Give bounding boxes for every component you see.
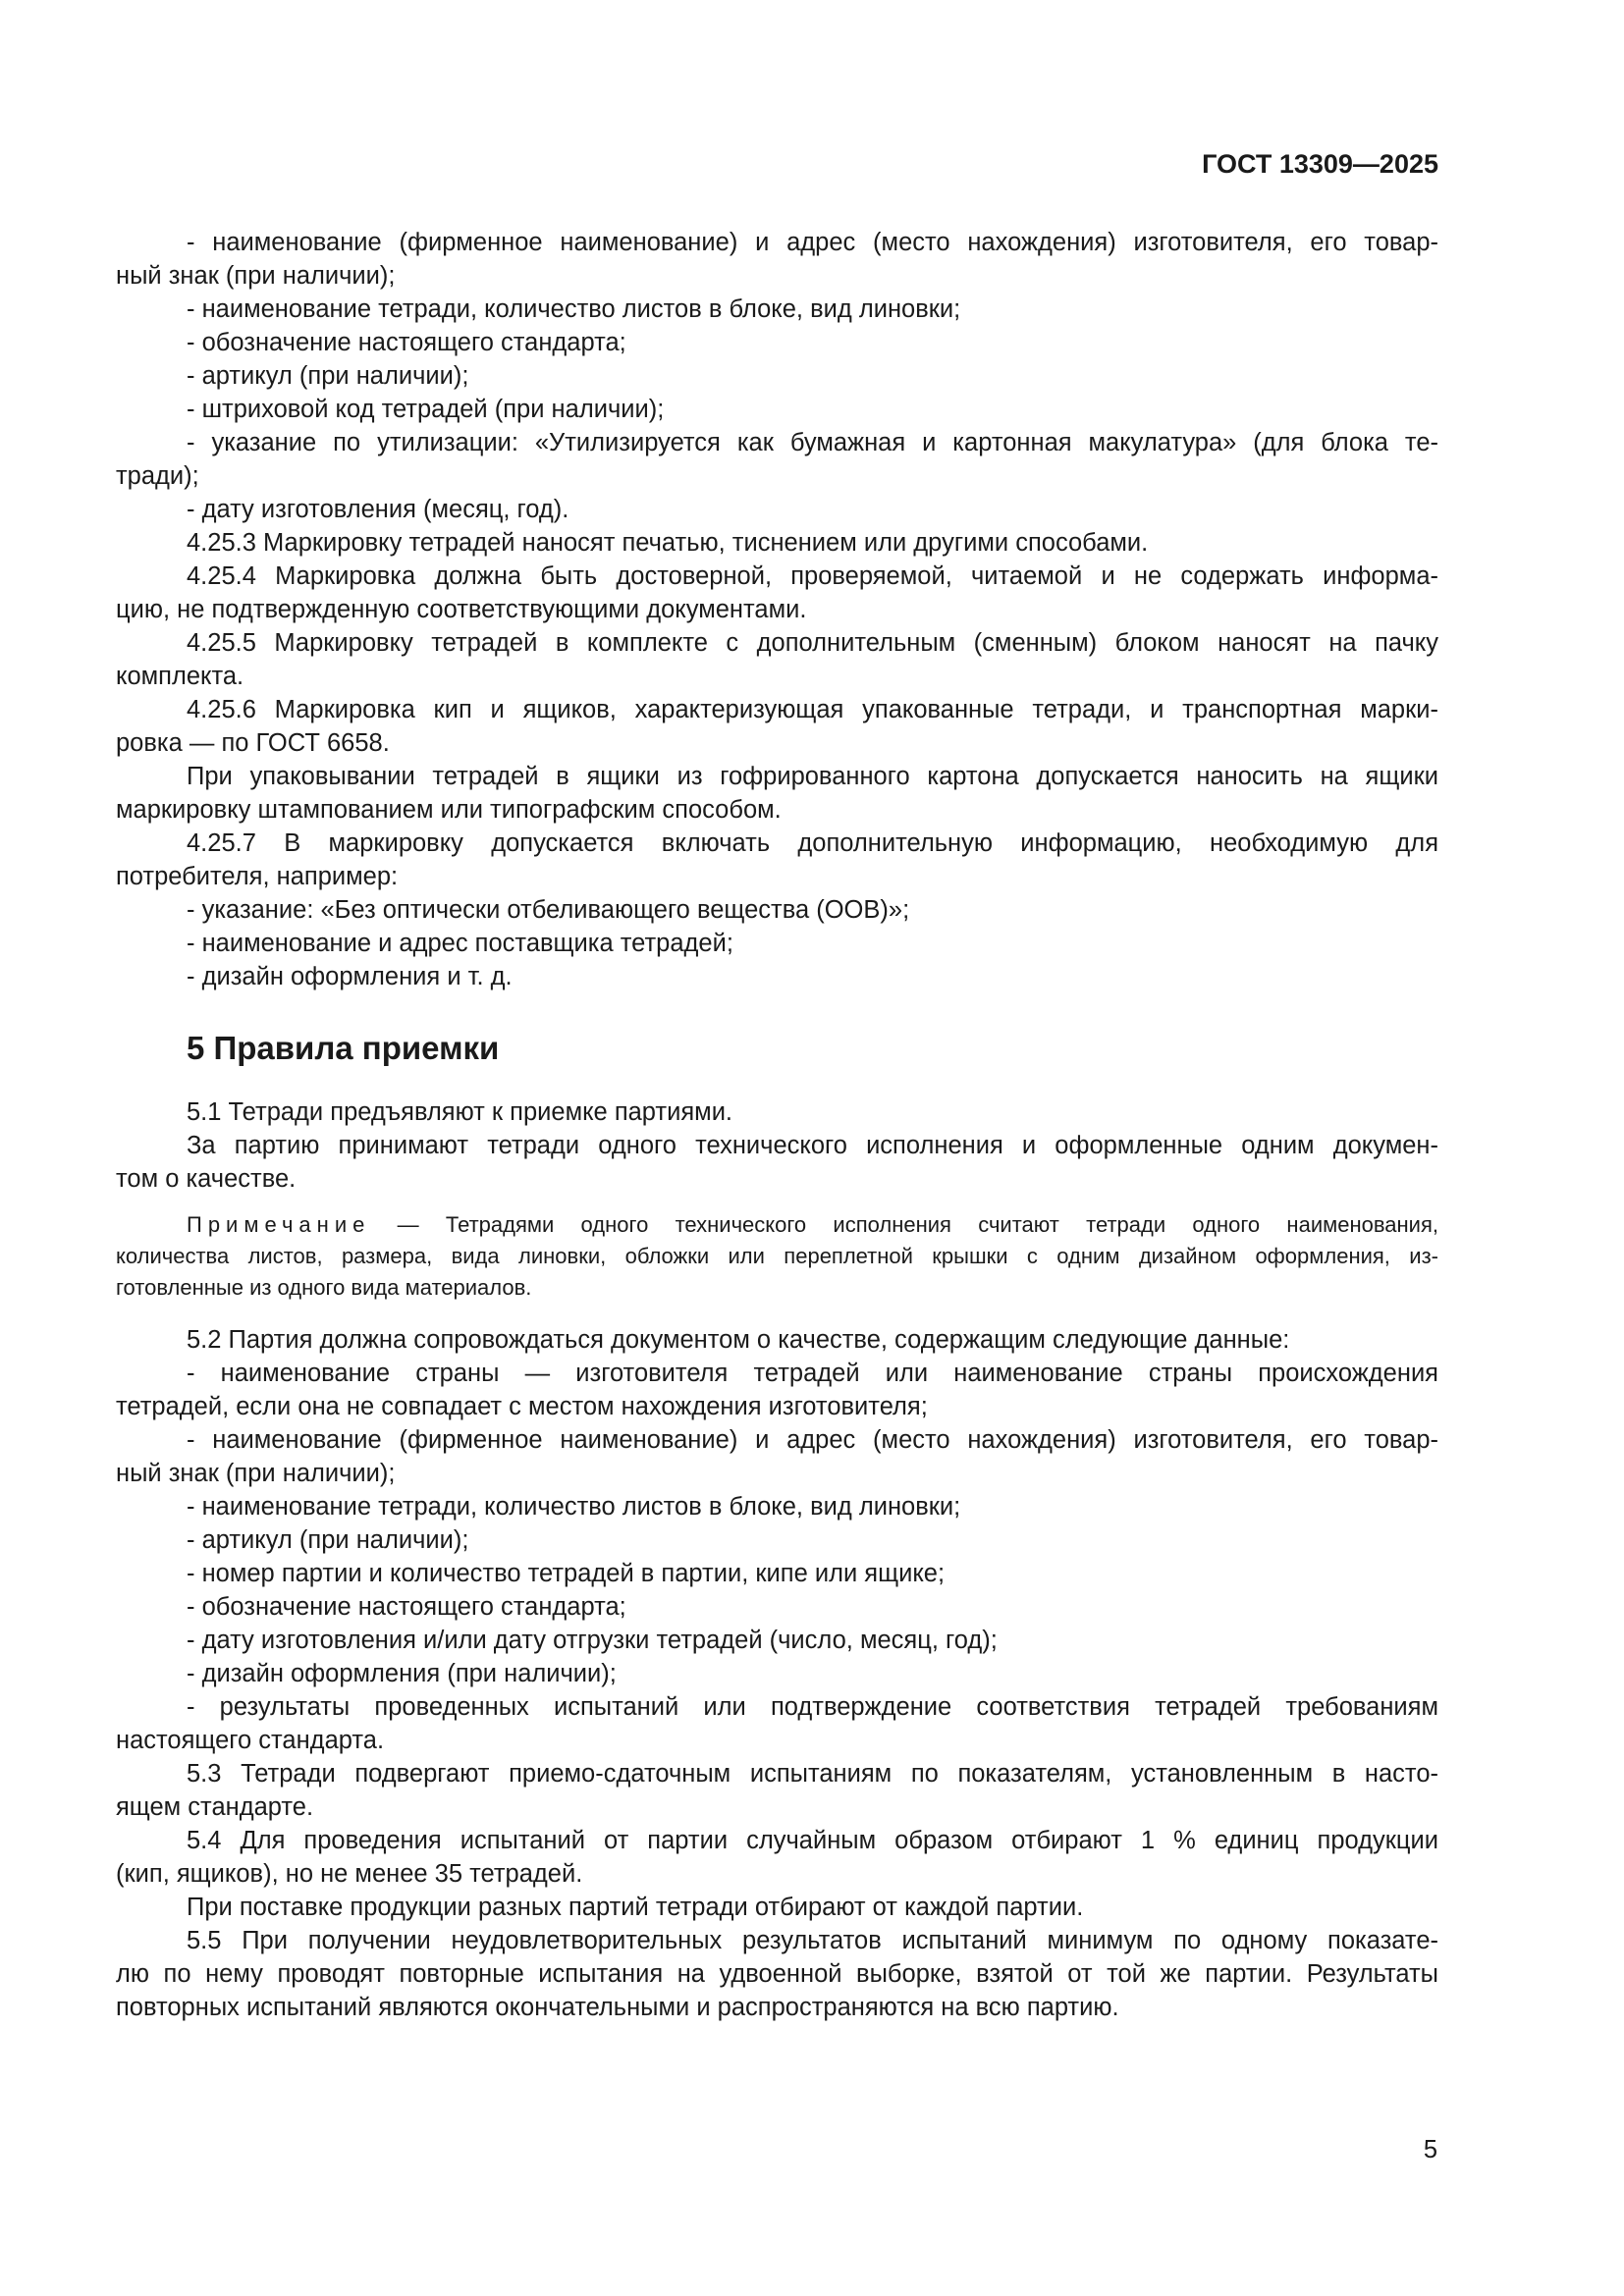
- list-item-text: тради);: [116, 462, 199, 490]
- document-code: ГОСТ 13309—2025: [1202, 149, 1438, 179]
- list-item-text: - указание: «Без оптически отбеливающего вещества (ООВ)»;: [187, 896, 910, 924]
- note-label: Примечание: [187, 1212, 371, 1237]
- paragraph-packing-cont: маркировку штампованием или типографским способом.: [116, 796, 782, 824]
- list-item-text: - артикул (при наличии);: [187, 1526, 469, 1554]
- list-item-text: - дату изготовления (месяц, год).: [187, 496, 569, 523]
- paragraph-5-3: 5.3 Тетради подвергают приемо-сдаточным испытаниям по показателям, установленным в насто-: [187, 1760, 1438, 1788]
- paragraph-4-25-6-cont: ровка — по ГОСТ 6658.: [116, 729, 390, 757]
- note-text: — Тетрадями одного технического исполнения считают тетради одного наименования,: [370, 1212, 1438, 1237]
- paragraph-5-1-c: том о качестве.: [116, 1165, 297, 1193]
- note-line: количества листов, размера, вида линовки, обложки или переплетной крышки с одним дизайном оформления, из-: [116, 1244, 1438, 1268]
- paragraph-5-1-b: За партию принимают тетради одного технического исполнения и оформленные одним докумен-: [187, 1132, 1438, 1159]
- list-item-text: - результаты проведенных испытаний или подтверждение соответствия тетрадей требованиям: [187, 1693, 1438, 1721]
- paragraph-packing: При упаковывании тетрадей в ящики из гофрированного картона допускается наносить на ящики: [187, 763, 1438, 790]
- list-item-text: - указание по утилизации: «Утилизируется как бумажная и картонная макулатура» (для блока те-: [187, 429, 1438, 456]
- list-item-text: - обозначение настоящего стандарта;: [187, 329, 626, 356]
- list-item-text: - наименование (фирменное наименование) и адрес (место нахождения) изготовителя, его товар-: [187, 229, 1438, 256]
- paragraph-5-3-cont: ящем стандарте.: [116, 1793, 314, 1821]
- paragraph-5-4: 5.4 Для проведения испытаний от партии случайным образом отбирают 1 % единиц продукции: [187, 1827, 1438, 1854]
- list-item-text: - наименование тетради, количество листов в блоке, вид линовки;: [187, 295, 961, 323]
- list-item-text: - дату изготовления и/или дату отгрузки тетрадей (число, месяц, год);: [187, 1627, 998, 1654]
- note-line: готовленные из одного вида материалов.: [116, 1275, 532, 1300]
- paragraph-4-25-5-cont: комплекта.: [116, 663, 244, 690]
- paragraph-4-25-7: 4.25.7 В маркировку допускается включать дополнительную информацию, необходимую для: [187, 829, 1438, 857]
- list-item-text: - наименование тетради, количество листов в блоке, вид линовки;: [187, 1493, 961, 1521]
- paragraph-4-25-4-cont: цию, не подтвержденную соответствующими документами.: [116, 596, 807, 623]
- list-item-text: - дизайн оформления (при наличии);: [187, 1660, 617, 1687]
- paragraph-5-5: 5.5 При получении неудовлетворительных результатов испытаний минимум по одному показате-: [187, 1927, 1438, 1954]
- list-item-text: настоящего стандарта.: [116, 1727, 385, 1754]
- paragraph-5-1: 5.1 Тетради предъявляют к приемке партиями.: [187, 1098, 733, 1126]
- list-item-text: - наименование и адрес поставщика тетрадей;: [187, 930, 733, 957]
- list-item-text: - дизайн оформления и т. д.: [187, 963, 513, 990]
- list-item-text: - наименование (фирменное наименование) и адрес (место нахождения) изготовителя, его товар-: [187, 1426, 1438, 1454]
- paragraph-5-2: 5.2 Партия должна сопровождаться документом о качестве, содержащим следующие данные:: [187, 1326, 1290, 1354]
- page-number: 5: [1423, 2136, 1437, 2163]
- list-item-text: ный знак (при наличии);: [116, 262, 396, 290]
- list-item-text: тетрадей, если она не совпадает с местом нахождения изготовителя;: [116, 1393, 928, 1420]
- paragraph-4-25-5: 4.25.5 Маркировку тетрадей в комплекте с дополнительным (сменным) блоком наносят на пачку: [187, 629, 1438, 657]
- paragraph-4-25-3: 4.25.3 Маркировку тетрадей наносят печатью, тиснением или другими способами.: [187, 529, 1149, 557]
- paragraph-4-25-7-cont: потребителя, например:: [116, 863, 399, 890]
- section-heading: 5 Правила приемки: [187, 1030, 500, 1066]
- list-item-text: - артикул (при наличии);: [187, 362, 469, 390]
- note-line: [187, 1209, 1438, 1241]
- paragraph-4-25-4: 4.25.4 Маркировка должна быть достоверной, проверяемой, читаемой и не содержать информа-: [187, 562, 1438, 590]
- list-item-text: - номер партии и количество тетрадей в партии, кипе или ящике;: [187, 1560, 946, 1587]
- paragraph-5-4-cont: (кип, ящиков), но не менее 35 тетрадей.: [116, 1860, 583, 1888]
- paragraph-5-5-cont: лю по нему проводят повторные испытания на удвоенной выборке, взятой от той же партии. Результаты: [116, 1960, 1438, 1988]
- list-item-text: - обозначение настоящего стандарта;: [187, 1593, 626, 1621]
- paragraph-5-5-end: повторных испытаний являются окончательными и распространяются на всю партию.: [116, 1994, 1119, 2021]
- list-item-text: - наименование страны — изготовителя тетрадей или наименование страны происхождения: [187, 1360, 1438, 1387]
- list-item-text: - штриховой код тетрадей (при наличии);: [187, 396, 665, 423]
- paragraph-4-25-6: 4.25.6 Маркировка кип и ящиков, характеризующая упакованные тетради, и транспортная марки-: [187, 696, 1438, 723]
- list-item-text: ный знак (при наличии);: [116, 1460, 396, 1487]
- paragraph-5-4-c: При поставке продукции разных партий тетради отбирают от каждой партии.: [187, 1894, 1084, 1921]
